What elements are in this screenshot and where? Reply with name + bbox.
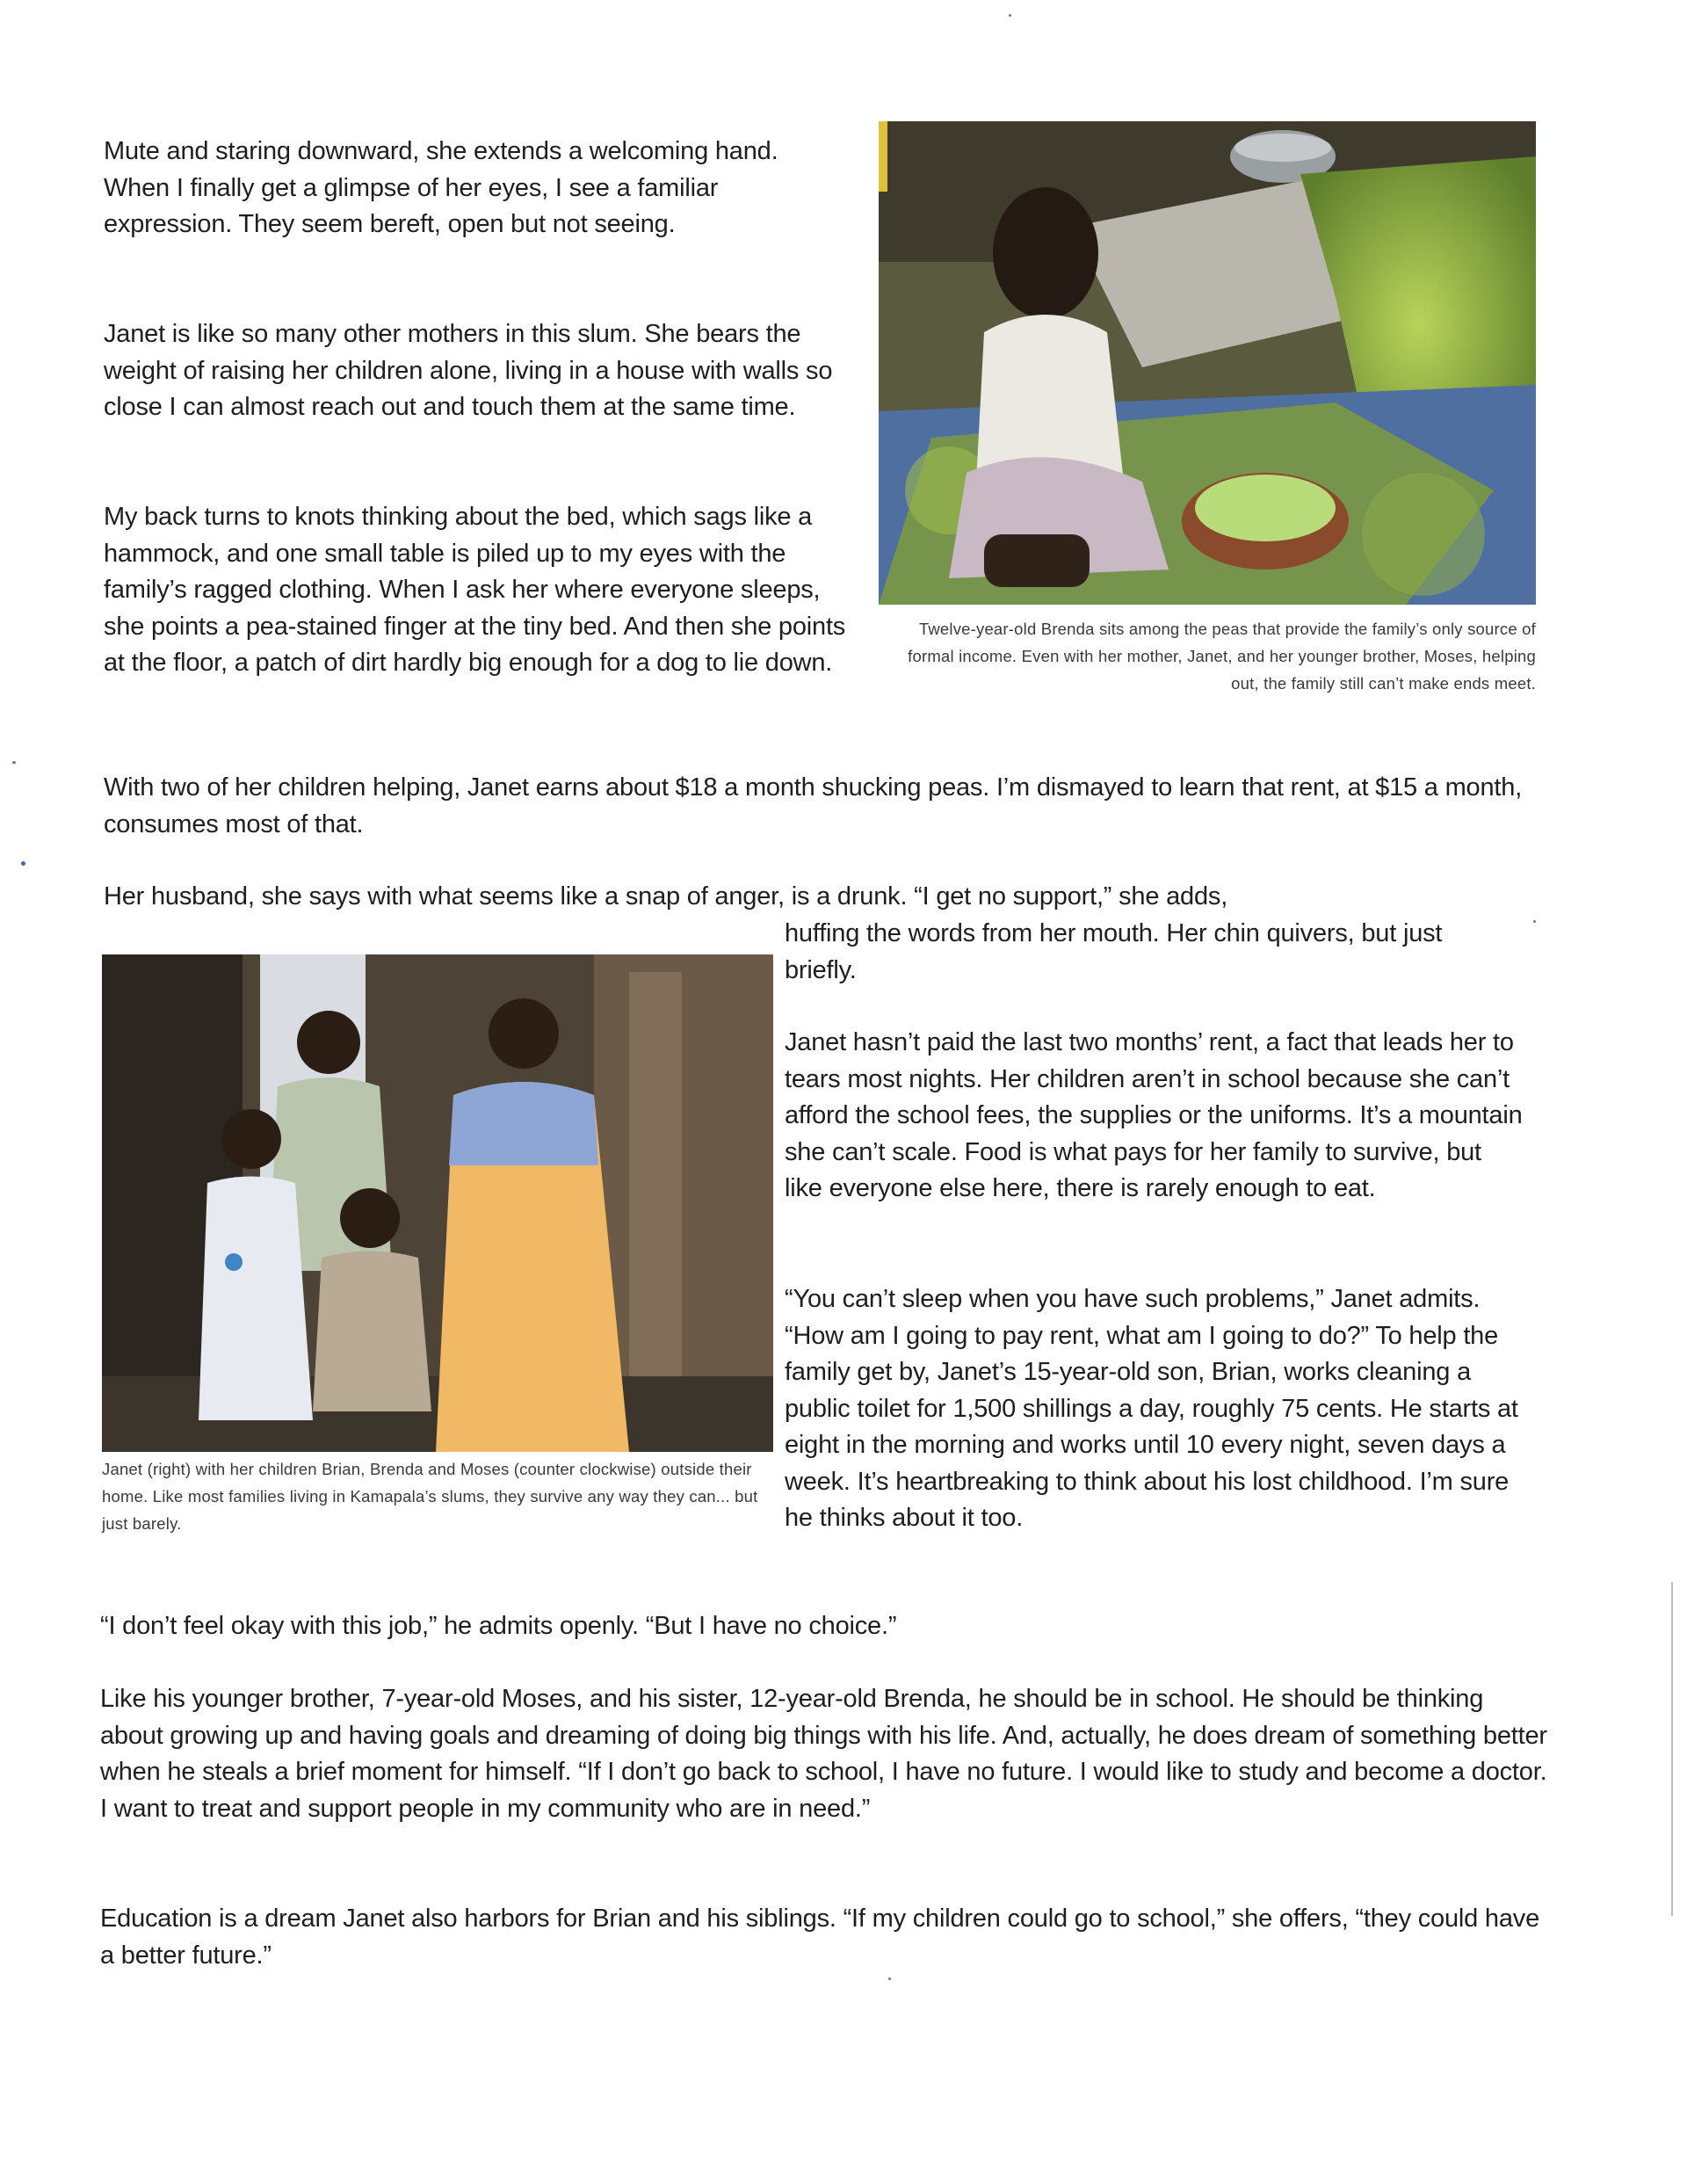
paragraph-10: Education is a dream Janet also harbors for Brian and his siblings. “If my children could go to school,” she offers, “they could have a better future.” (100, 1905, 1540, 1970)
paragraph-2: Janet is like so many other mothers in this slum. She bears the weight of raising her children alone, living in a house with walls so close I can almost reach out and touch them at the same time. (104, 320, 833, 421)
paragraph-7: “You can’t sleep when you have such problems,” Janet admits. “How am I going to pay rent, what am I going to do?” To help the family get by, Janet’s 15-year-old son, Brian, works cleaning a public toilet for 1,500 shillings a day, roughly 75 cents. He starts at eight in the morning and works until 10 every night, seven days a week. It’s heartbreaking to think about his lost childhood. I’m sure he thinks about it too. (785, 1285, 1518, 1532)
paragraph-5-intro: Her husband, she says with what seems like a snap of anger, is a drunk. “I get no support,” she adds, (104, 882, 1228, 911)
paragraph-8: “I don’t feel okay with this job,” he admits openly. “But I have no choice.” (100, 1612, 897, 1640)
scan-speck (888, 1977, 891, 1980)
scan-speck (1533, 920, 1536, 923)
brenda-caption: Twelve-year-old Brenda sits among the peas that provide the family’s only source of formal income. Even with her mother, Janet, and her younger brother, Moses, helping out, the family still can’t make ends meet. (908, 620, 1536, 693)
paragraph-9: Like his younger brother, 7-year-old Moses, and his sister, 12-year-old Brenda, he should be in school. He should be thinking about growing up and having goals and dreaming of doing big things with his life. And, actually, he does dream of something better when he steals a brief moment for himself. “If I don’t go back to school, I have no future. I would like to study and become a doctor. I want to treat and support people in my community who are in need.” (100, 1685, 1547, 1823)
paragraph-4: With two of her children helping, Janet earns about $18 a month shucking peas. I’m dismayed to learn that rent, at $15 a month, consumes most of that. (104, 773, 1523, 838)
brenda-photo-image (879, 121, 1536, 605)
paragraph-6: Janet hasn’t paid the last two months’ rent, a fact that leads her to tears most nights. Her children aren’t in school because she can’t afford the school fees, the supplies or the uniforms. It’s a mountain she can’t scale. Food is what pays for her family to survive, but like everyone else here, there is rarely enough to eat. (785, 1028, 1523, 1202)
paragraph-3: My back turns to knots thinking about the bed, which sags like a hammock, and one small table is piled up to my eyes with the family’s ragged clothing. When I ask her where everyone sleeps, she points a pea-stained finger at the tiny bed. And then she points at the floor, a patch of dirt hardly big enough for a dog to lie down. (104, 503, 846, 677)
paragraph-5-continued: huffing the words from her mouth. Her chin quivers, but just briefly. (785, 919, 1443, 984)
scan-speck (1009, 14, 1011, 17)
scan-edge (1671, 1582, 1673, 1916)
paragraph-1: Mute and staring downward, she extends a welcoming hand. When I finally get a glimpse of her eyes, I see a familiar expression. They seem bereft, open but not seeing. (104, 137, 778, 238)
family-caption: Janet (right) with her children Brian, Brenda and Moses (counter clockwise) outside their home. Like most families living in Kamapala’s slums, they survive any way they can... but just barely. (102, 1460, 758, 1533)
family-photo-image (102, 954, 773, 1452)
scan-speck (12, 761, 16, 764)
scan-speck (21, 861, 25, 866)
